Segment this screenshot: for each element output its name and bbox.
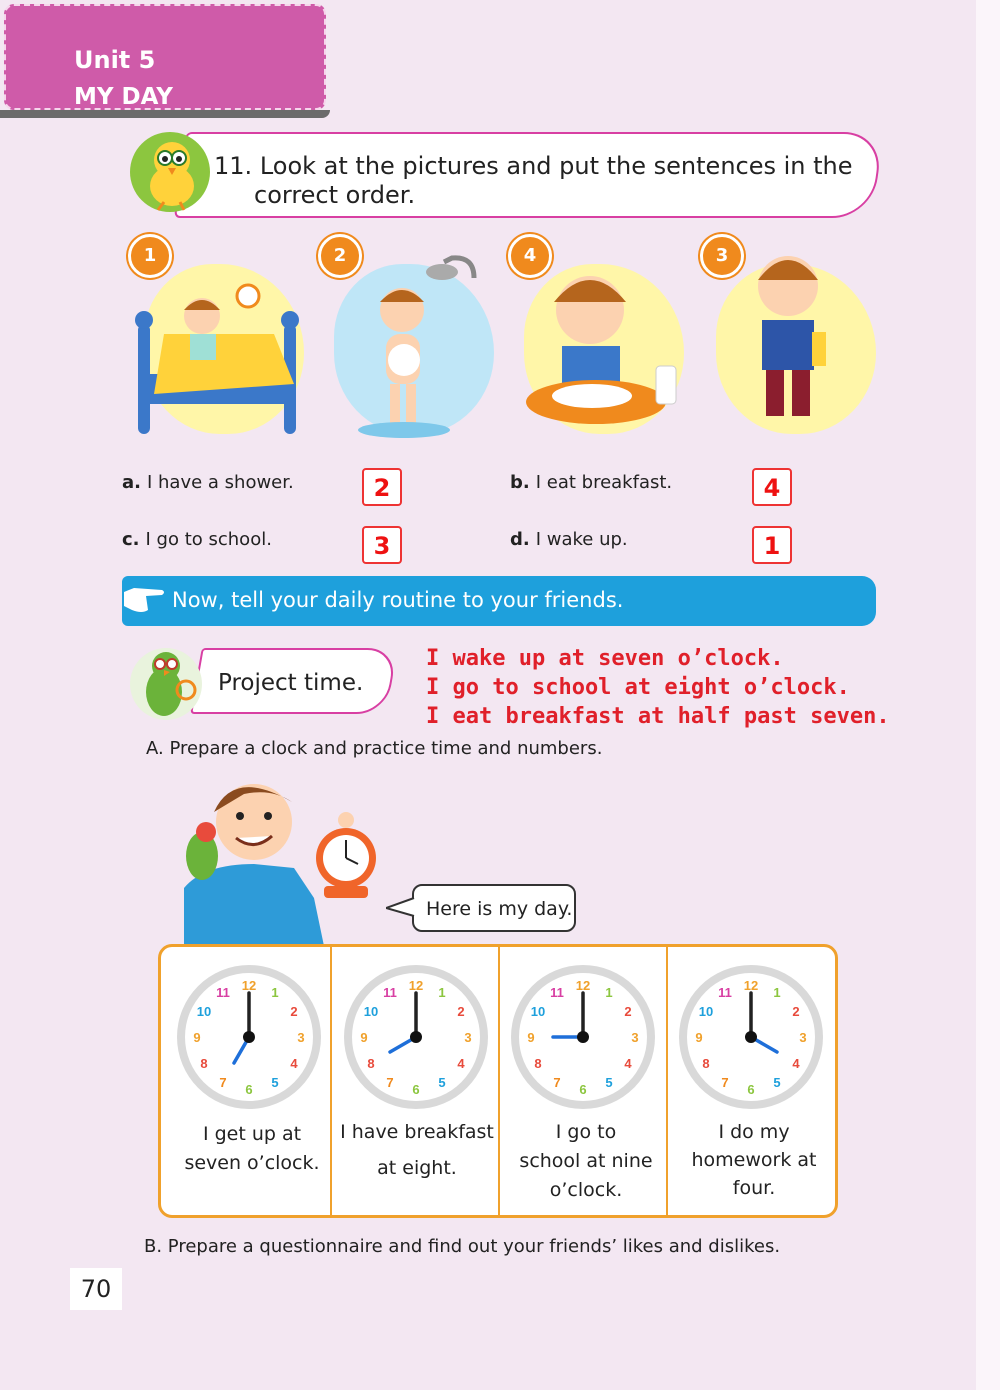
clock-number: 7 (386, 1075, 394, 1091)
clock-number: 10 (196, 1004, 212, 1019)
panel-divider (666, 944, 668, 1218)
caption-line: o’clock. (549, 1179, 623, 1201)
unit-label: Unit 5 (74, 46, 156, 74)
clock-number: 1 (271, 984, 279, 1000)
sentence-text: I wake up. (535, 529, 628, 550)
picture-shower (314, 234, 494, 444)
sentence-letter: d. (510, 529, 530, 550)
clock-number: 6 (579, 1082, 587, 1097)
caption-line: I go to (555, 1121, 617, 1143)
clock-number: 9 (193, 1030, 201, 1045)
unit-title: MY DAY (74, 84, 173, 110)
clock-number: 8 (367, 1056, 375, 1071)
clock-number: 7 (553, 1075, 561, 1091)
clock-number: 5 (605, 1075, 613, 1091)
sentence-letter: c. (122, 529, 140, 550)
clock-face-icon (508, 962, 658, 1112)
sentence-text: I go to school. (145, 529, 272, 550)
clock-face-icon (341, 962, 491, 1112)
clock-center (243, 1031, 255, 1043)
caption-line: school at nine (519, 1150, 653, 1172)
instruction-a: A. Prepare a clock and practice time and numbers. (146, 738, 603, 759)
sentence-a (122, 472, 294, 493)
clock-number: 3 (799, 1030, 807, 1045)
clock-number: 12 (743, 978, 759, 993)
clock-number: 9 (360, 1030, 368, 1045)
order-badge: 3 (700, 234, 744, 278)
answer-line: I wake up at seven o’clock. (426, 646, 784, 671)
instruction-b: B. Prepare a questionnaire and find out your friends’ likes and dislikes. (144, 1236, 781, 1257)
boy-showering-icon (324, 248, 494, 444)
clock-number: 12 (575, 978, 591, 993)
clock-caption (336, 1114, 498, 1186)
clock-number: 3 (631, 1030, 639, 1045)
clock-number: 7 (219, 1075, 227, 1091)
duck-mascot-icon (124, 130, 218, 216)
clock-number: 2 (457, 1004, 465, 1019)
boy-eating-breakfast-icon (520, 258, 684, 438)
sentence-c (122, 529, 272, 550)
exercise-instruction (214, 152, 864, 210)
clock-number: 4 (457, 1056, 465, 1071)
clock-number: 5 (773, 1075, 781, 1091)
clock-number: 1 (438, 984, 446, 1000)
clock-number: 11 (550, 984, 564, 1000)
instruction-line2: correct order. (254, 181, 416, 209)
clock-number: 8 (702, 1056, 710, 1071)
clock-number: 9 (527, 1030, 535, 1045)
clock-caption (506, 1118, 666, 1205)
clock-number: 4 (290, 1056, 298, 1071)
instruction-line1: Look at the pictures and put the sentences in the (259, 152, 853, 180)
clock-number: 3 (464, 1030, 472, 1045)
clock-number: 11 (718, 984, 732, 1000)
picture-wake-up (124, 234, 304, 444)
answer-box-c[interactable]: 3 (362, 526, 402, 564)
pointing-hand-icon (122, 582, 166, 616)
clock-number: 10 (698, 1004, 714, 1019)
page-edge (976, 0, 1000, 1390)
order-badge: 4 (508, 234, 552, 278)
banner-text: Now, tell your daily routine to your friends. (172, 588, 624, 612)
clock-number: 6 (245, 1082, 253, 1097)
boy-going-to-school-icon (742, 236, 872, 432)
clock-number: 11 (383, 984, 397, 1000)
caption-line: homework at (691, 1149, 817, 1171)
caption-line: I do my (718, 1121, 790, 1143)
boy-holding-clock-icon (174, 768, 384, 946)
clock-number: 4 (624, 1056, 632, 1071)
order-badge: 1 (128, 234, 172, 278)
clock-number: 2 (290, 1004, 298, 1019)
sentence-text: I eat breakfast. (535, 472, 673, 493)
clock-center (410, 1031, 422, 1043)
caption-line: four. (732, 1177, 776, 1199)
sentence-d (510, 529, 628, 550)
answer-box-d[interactable]: 1 (752, 526, 792, 564)
clock-number: 6 (412, 1082, 420, 1097)
clock-caption (674, 1118, 834, 1202)
clock-number: 9 (695, 1030, 703, 1045)
clock-face-icon (676, 962, 826, 1112)
clock-caption (172, 1120, 332, 1178)
boy-waking-in-bed-icon (124, 264, 304, 444)
clock-number: 2 (792, 1004, 800, 1019)
clock-number: 3 (297, 1030, 305, 1045)
answer-box-b[interactable]: 4 (752, 468, 792, 506)
clock-number: 5 (438, 1075, 446, 1091)
caption-line: I have breakfast (340, 1121, 494, 1143)
unit-header (4, 4, 326, 110)
project-title: Project time. (218, 670, 364, 696)
caption-line: seven o’clock. (184, 1152, 320, 1174)
handwritten-answers (426, 644, 890, 731)
clock-center (745, 1031, 757, 1043)
clock-number: 12 (241, 978, 257, 993)
clock-number: 8 (200, 1056, 208, 1071)
order-badge: 2 (318, 234, 362, 278)
page-number: 70 (70, 1268, 122, 1310)
speech-text: Here is my day. (426, 898, 573, 920)
clock-number: 6 (747, 1082, 755, 1097)
clock-number: 4 (792, 1056, 800, 1071)
speech-tail (386, 896, 416, 920)
caption-line: at eight. (377, 1157, 457, 1179)
panel-divider (498, 944, 500, 1218)
clock-number: 2 (624, 1004, 632, 1019)
answer-line: I go to school at eight o’clock. (426, 675, 850, 700)
sentence-text: I have a shower. (146, 472, 294, 493)
clock-number: 11 (216, 984, 230, 1000)
sentence-letter: a. (122, 472, 141, 493)
clock-number: 8 (534, 1056, 542, 1071)
caption-line: I get up at (202, 1123, 302, 1145)
clock-number: 5 (271, 1075, 279, 1091)
clock-number: 1 (773, 984, 781, 1000)
clock-number: 12 (408, 978, 424, 993)
sentence-b (510, 472, 672, 493)
clock-number: 10 (363, 1004, 379, 1019)
answer-line: I eat breakfast at half past seven. (426, 704, 890, 729)
clock-center (577, 1031, 589, 1043)
clock-number: 10 (530, 1004, 546, 1019)
parrot-mascot-icon (126, 642, 206, 726)
picture-school (696, 234, 876, 444)
header-rule (0, 110, 330, 118)
exercise-number: 11. (214, 152, 253, 180)
clock-number: 7 (721, 1075, 729, 1091)
clock-face-icon (174, 962, 324, 1112)
answer-box-a[interactable]: 2 (362, 468, 402, 506)
picture-breakfast (504, 234, 684, 444)
clock-number: 1 (605, 984, 613, 1000)
sentence-letter: b. (510, 472, 530, 493)
